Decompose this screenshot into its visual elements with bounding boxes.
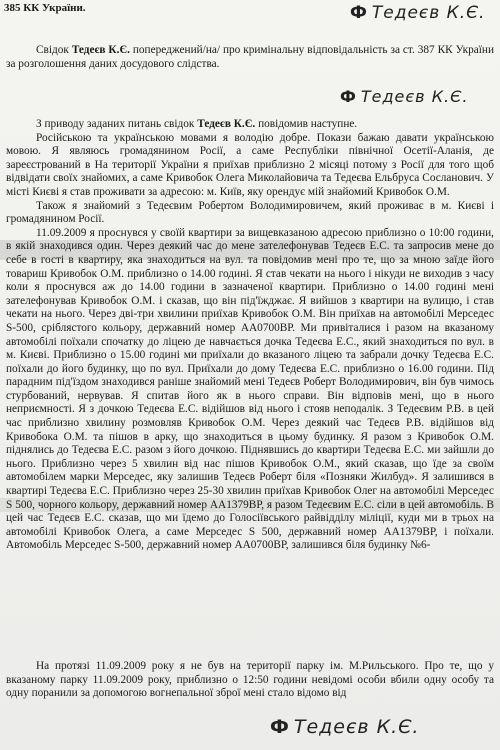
paragraph: Російською та українською мовами я володію добре. Покази бажаю давати українською мовою. Я являюсь громадянином Росії, а саме Республіки північної Осетії-Аланія, де зареєстрований в На території України я приїхав приблизно 2 місяці потому з Росії для того щоб відвідати своїх знайомих, а саме Кривобок Олега Миколайовича та Тедеєва Ельбруса Сосланович. У місті Києві я став проживати за адресою: м. Київ, яку орендує мій знайомий Кривобок О.М. <box>6 131 494 198</box>
witness-warning: Свідок Тедеєв К.Є. попереджений/на/ про кримінальну відповідальність за ст. 387 КК України за розголошення даних досудового слідства. <box>6 44 494 70</box>
signature: Ф Тедеєв К.Є. <box>270 716 420 738</box>
signature: Ф Тедеєв К.Є. <box>340 87 469 106</box>
article-reference: 385 КК України. <box>4 2 86 14</box>
paragraph: На протязі 11.09.2009 року я не був на території парку ім. М.Рильського. Про те, що у вказаному парку 11.09.2009 року, приблизно о 12:50 години невідомі особи вбили одну особу та одну поранили за допомогою вогнепальної зброї мені стало відомо від <box>6 660 494 700</box>
signature-mark-icon: Ф <box>270 716 290 738</box>
paragraph: 11.09.2009 я проснувся у своїй квартири за вищевказаною адресою приблизно о 10:00 години, в якій знаходився один. Через деякий час до мене зателефонував Тедеєв Е.С. та запросив мене до себе в гості в квартиру, яка знаходиться на вул. та повідомив мені про те, що за мною заїде його товариш Кривобок О.М. приблизно о 14.00 годині. Я став чекати на нього і нікуди не виходив з часу коли я проснувся аж до 14.00 години в зазначеної квартири. Приблизно о 14.00 годині мені зателефонував Кривобок О.М. і сказав, що він під'їжджає. Я вийшов з квартири на вулицю, і став чекати на нього. Через дві-три хвилини приїхав Кривобок О.М. Він приїхав на автомобілі Мерседес S-500, сріблястого кольору, державний номер АА0700ВР. Ми привіталися і разом на вказаному автомобілі поїхали спочатку до ліцею де навчається дочка Тедеєва Е.С., який знаходиться по вул. в м. Києві. Приблизно о 15.00 годині ми приїхали до вказаного ліцею та забрали дочку Тедеєва Е.С. поїхали до його будинку, що по вул. Приїхали до дому Тедеєва Е.С. приблизно о 16.00 години. Під парадним під'їздом знаходився раніше знайомий мені Тедеєв Роберт Володимирович, він був чимось стурбований, нервував. Я спитав його як в нього справи. Він відповів мені, що в нього неприємності. Я з дочкою Тедеєва Е.С. відійшов від нього і стояв неподалік. З Тедеєвим Р.В. в цей час приблизно хвилину розмовляв Кривобок О.М. Через деякий час Тедеєв Р.В. відійшов від Кривобока О.М. та пішов в арку, що знаходиться в цьому будинку. Я разом з Кривобок О.М. піднялись до Тедеєва Е.С. разом з його дочкою. Піднявшись до квартири Тедеєва Е.С. ми зайшли до нього. Приблизно через 5 хвилин від нас пішов Кривобок О.М., який сказав, що їде за своїм автомобілем марки Мерседес, яку залишив Тедеєв Роберт біля «Позняки Жилбуд». Я залишився в квартирі Тедеєва Е.С. Приблизно через 25-30 хвилин приїхав Кривобок Олег на автомобілі Мерседес S 500, чорного кольору, державний номер АА1379ВР, я разом Тедеєвим Е.С. сіли в цей автомобіль. В цей час Тедеєв Е.С. сказав, що ми їдемо до Голосіївського райвідділу міліції, куди ми в трьох на автомобілі Кривобок Олега, а саме Мерседес S 500, державний номер АА1379ВР, і поїхали. Автомобіль Мерседес S-500, державний номер АА0700ВР, залишився біля будинку №6- <box>6 226 494 552</box>
paragraph: З приводу заданих питань свідок Тедеєв К.Є. повідомив наступне. <box>36 118 358 130</box>
witness-name: Тедеєв К.Є. <box>197 118 256 130</box>
signature: Ф Тедеєв К.Є. <box>350 3 486 23</box>
testimony-body <box>6 118 494 553</box>
signature-mark-icon: Ф <box>350 3 368 23</box>
signature-mark-icon: Ф <box>340 87 357 106</box>
paragraph: Також я знайомий з Тедеєвим Робертом Володимировичем, який проживає в м. Києві і громадянином Росії. <box>6 199 494 226</box>
testimony-continuation <box>6 660 494 701</box>
witness-name: Тедеєв К.Є. <box>71 44 130 56</box>
